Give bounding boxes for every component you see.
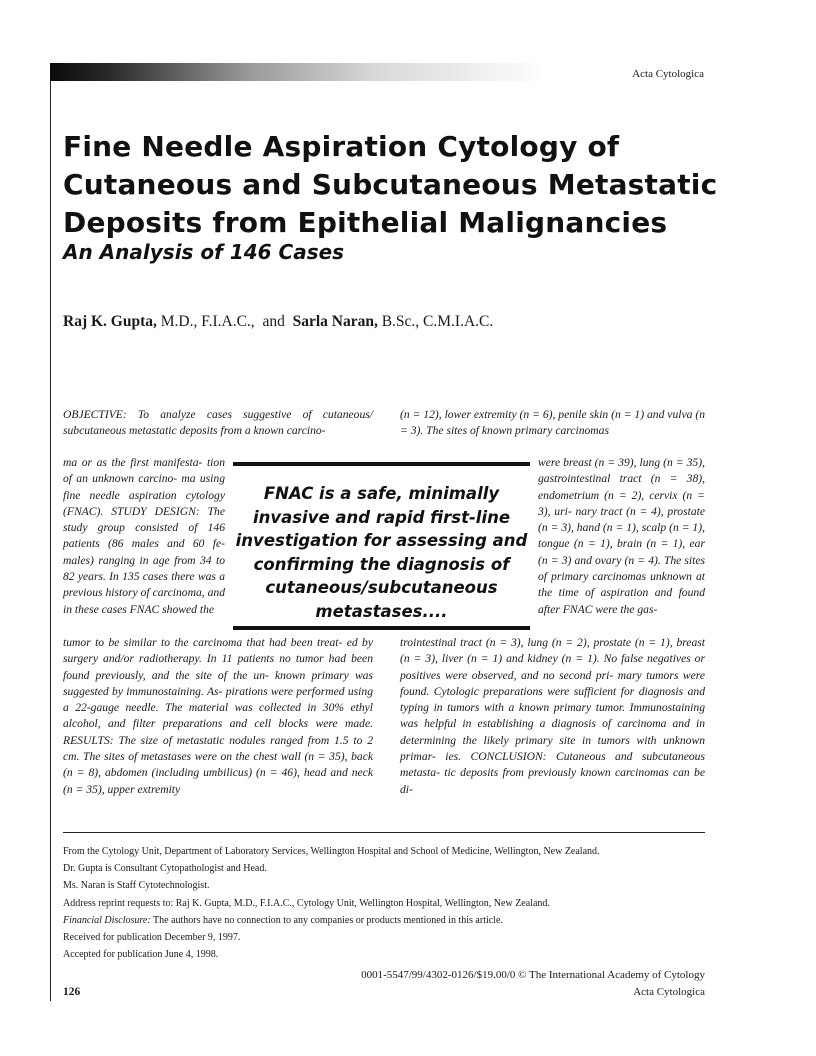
footnote-disclosure	[63, 912, 713, 929]
pull-quote-top-rule	[233, 462, 530, 466]
pull-quote-text: FNAC is a safe, minimally invasive and rapid first-line investigation for assessing and confirming the diagnosis of cutaneous/subcutaneous metastases....	[235, 484, 528, 621]
abstract-right-middle: were breast (n = 39), lung (n = 35), gastrointestinal tract (n = 38), endometrium (n = 2), cervix (n = 3), uri- nary tract (n = 4), prostate (n = 3), hand (n = 1), scalp (n = 1), tongue (n = 1), brain (n = 1), ear (n = 3) and ovary (n = 4). The sites of primary carcinomas unknown at the time of aspiration and found after FNAC were the gas-	[538, 456, 705, 616]
footnote-accepted: Accepted for publication June 4, 1998.	[63, 949, 219, 961]
footnote-gupta: Dr. Gupta is Consultant Cytopathologist and Head.	[63, 863, 267, 875]
abstract-right-top: (n = 12), lower extremity (n = 6), penile skin (n = 1) and vulva (n = 3). The sites of known primary carcinomas	[400, 408, 705, 438]
copyright-line: 0001-5547/99/4302-0126/$19.00/0 © The International Academy of Cytology	[361, 969, 705, 981]
disclosure-label: Financial Disclosure:	[63, 914, 151, 926]
abstract-left-top: OBJECTIVE: To analyze cases suggestive of cutaneous/ subcutaneous metastatic deposits from a known carcino-	[63, 408, 373, 438]
footnote-divider	[63, 832, 705, 833]
footnotes	[63, 843, 713, 963]
page-number: 126	[63, 986, 81, 998]
footnote-reprint: Address reprint requests to: Raj K. Gupta, M.D., F.I.A.C., Cytology Unit, Wellington Hospital, Wellington, New Zealand.	[63, 897, 550, 909]
article-subtitle: An Analysis of 146 Cases	[63, 240, 345, 264]
header-gradient-bar	[50, 63, 550, 81]
author-2-degrees: B.Sc., C.M.I.A.C.	[381, 313, 494, 330]
pull-quote-bottom-rule	[233, 626, 530, 630]
disclosure-text: The authors have no connection to any companies or products mentioned in this article.	[153, 914, 503, 926]
running-header-journal: Acta Cytologica	[632, 68, 704, 80]
author-1-degrees: M.D., F.I.A.C.,	[160, 313, 255, 330]
footnote-naran: Ms. Naran is Staff Cytotechnologist.	[63, 880, 210, 892]
abstract-left-bottom: tumor to be similar to the carcinoma that had been treat- ed by surgery and/or radiotherapy. In 11 patients no tumor had been found previously, and the site of the un- known primary was suggested by immunostaining. As- pirations were performed using a 22-gauge needle. The material was collected in 30% ethyl alcohol, and filter preparations and cell blocks were made. RESULTS: The size of metastatic nodules ranged from 1.5 to 2 cm. The sites of metastases were on the chest wall (n = 35), back (n = 8), abdomen (including umbilicus) (n = 46), head and neck (n = 35), upper extremity	[63, 636, 373, 796]
pull-quote	[233, 462, 530, 630]
footnote-affiliation: From the Cytology Unit, Department of Laboratory Services, Wellington Hospital and School of Medicine, Wellington, New Zealand.	[63, 846, 600, 857]
author-conjunction: and	[262, 313, 285, 330]
left-margin-rule	[50, 81, 51, 1001]
abstract-right-bottom: trointestinal tract (n = 3), lung (n = 2), prostate (n = 1), breast (n = 3), liver (n = 1) and kidney (n = 1). No false negatives or positives were observed, and no second pri- mary tumors were found. Cytologic preparations were sufficient for diagnosis and typing in tumors with a known primary tumor. Immunostaining was helpful in establishing a diagnosis of carcinoma and in determining the likely primary site in tumors with unknown primar- ies. CONCLUSION: Cutaneous and subcutaneous metasta- tic deposits from previously known carcinomas can be di-	[400, 636, 705, 796]
footnote-received: Received for publication December 9, 1997.	[63, 932, 241, 944]
author-2-name: Sarla Naran,	[292, 313, 378, 330]
author-line	[63, 313, 493, 331]
abstract-left-middle: ma or as the first manifesta- tion of an unknown carcino- ma using fine needle aspiration cytology (FNAC). STUDY DESIGN: The study group consisted of 146 patients (86 males and 60 fe- males) ranging in age from 34 to 82 years. In 135 cases there was a previous history of carcinoma, and in these cases FNAC showed the	[63, 456, 225, 616]
author-1-name: Raj K. Gupta,	[63, 313, 157, 330]
running-footer-journal: Acta Cytologica	[633, 986, 705, 998]
article-title: Fine Needle Aspiration Cytology of Cutaneous and Subcutaneous Metastatic Deposits from Epithelial Malignancies	[63, 130, 718, 239]
